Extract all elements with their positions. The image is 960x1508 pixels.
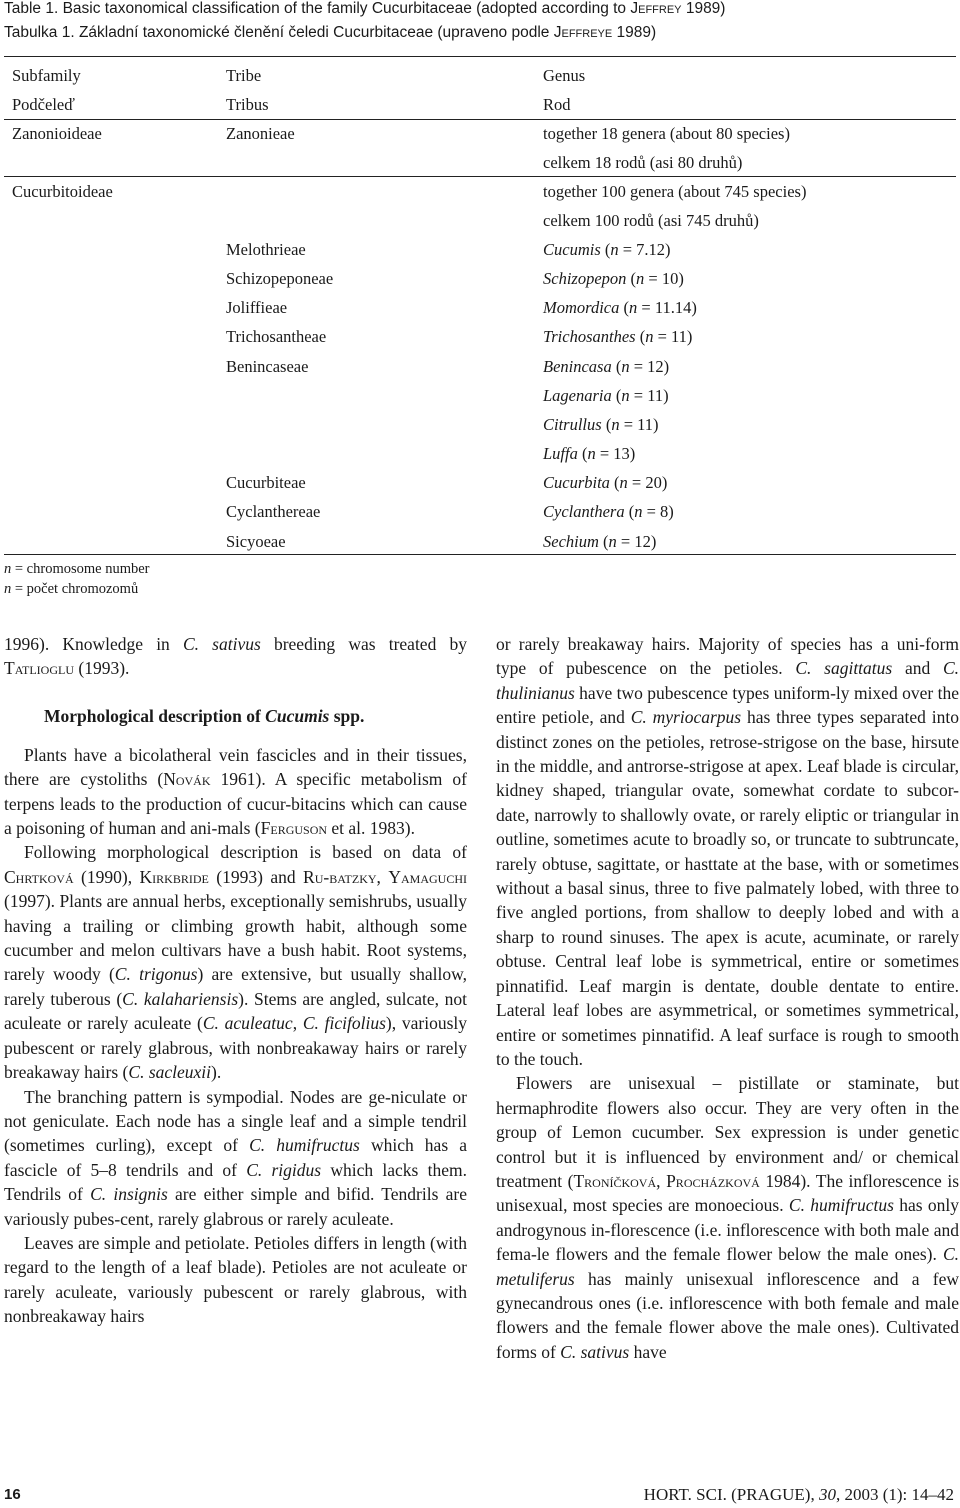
genus-cell: Cucumis (n = 7.12) [543,240,671,259]
table-row [0,265,960,294]
genus-cell: Cucurbita (n = 20) [543,473,668,493]
table-top-rule [4,56,956,57]
table-row [0,440,960,469]
table-row [0,382,960,411]
footnote-en-text: = chromosome number [11,561,150,577]
footnote-cz: n = počet chromozomů [4,581,139,597]
section-heading: Morphological description of Cucumis spp. [44,705,365,726]
tribe-cell: Melothrieae [226,240,306,259]
footnote-en: n = chromosome number [4,561,150,577]
table-bottom-rule [4,554,956,555]
genus-cell: Trichosanthes (n = 11) [543,327,693,347]
paragraph: Leaves are simple and petiolate. Petioles differs in length (with regard to the length of a leaf blade). Petioles are not aculeate or rarely aculeate, variously pubescent or rarely glabrous, with nonbreakaway hairs [4,1232,467,1327]
tribe-cell: Trichosantheae [226,327,327,347]
genus-cell: Citrullus (n = 11) [543,414,659,434]
table-row [0,411,960,440]
table-section-rule [4,176,956,177]
page-number: 16 [4,1486,21,1503]
header-rod: Rod [543,95,571,114]
header-tribus: Tribus [226,95,269,114]
paragraph: The branching pattern is sympodial. Nodes are ge-niculate or not geniculate. Each node has a single leaf and a simple tendril (sometimes curling), except of C. humifructus which has a fascicle of 5–8 tendrils and of C. rigidus which lacks them. Tendrils of C. insignis are either simple and bifid. Tendrils are variously pubes-cent, rarely glabrous or rarely aculeate. [4,1086,467,1229]
paragraph: Flowers are unisexual – pistillate or staminate, but hermaphrodite flowers also occur. They are very often in the group of Lemon cucumber. Sex expression is under genetic control but it is influenced by environment and/ or chemical treatment (Troníčková, Procházková 1984). The inflorescence is unisexual, most species are monoecious. C. humifructus has only androgynous in-florescence (i.e. inflorescence with both male and fema-le flowers and the female flower below the male ones). C. metuliferus has mainly unisexual inflorescence and a few gynecandrous ones (i.e. inflorescence with both female and male flowers and the female flower above the male ones). Cultivated forms of C. sativus have [496,1073,960,1362]
tribe-cell: Schizopeponeae [226,269,334,289]
tribe-cell: Cyclanthereae [226,502,321,522]
header-tribe: Tribe [226,66,262,85]
table-row: Cucurbitoideae together 100 genera (about 745 species) [12,182,807,201]
tribe-cell: Cucurbiteae [226,473,306,493]
tribe-cell: Sicyoeae [226,531,286,551]
genus-cell: Schizopepon (n = 10) [543,269,684,289]
footnote-cz-text: = počet chromozomů [11,581,139,597]
body-column-right [496,632,959,1364]
header-subfamily: Subfamily [12,66,81,85]
genus-cell: Cyclanthera (n = 8) [543,502,674,522]
journal-reference: HORT. SCI. (PRAGUE), 30, 2003 (1): 14–42 [643,1485,954,1504]
genus-cell: Sechium (n = 12) [543,531,657,551]
table-row: Zanonioideae Zanonieae together 18 genera (about 80 species) [12,124,790,143]
table-caption-en: Table 1. Basic taxonomical classification of the family Cucurbitaceae (adopted according to Jeffrey 1989) [4,0,726,17]
paragraph: 1996). Knowledge in C. sativus breeding was treated by Tatlioglu (1993). [4,634,467,679]
table-row [0,236,960,265]
table-row [0,528,960,557]
genus-cell: Benincasa (n = 12) [543,356,670,376]
table-row [0,353,960,382]
table-row [0,498,960,527]
genus-cell: Lagenaria (n = 11) [543,385,669,405]
table-header-row-cz [0,91,960,120]
header-podcelad: Podčeleď [12,95,75,114]
paragraph: or rarely breakaway hairs. Majority of species has a uni-form type of pubescence on the petioles. C. sagittatus and C. thulinianus have two pubescence types uniform-ly mixed over the entire petiole, and C. myriocarpus has three types separated into distinct zones on the petioles, retrose-strigose on the base, hirsute in the middle, and antrorse-strigose at apex. Leaf blade is circular, kidney shaped, triangular ovate, somewhat cordate to subcor-date, narrowly to shallowly ovate, or rarely eliptic or triangular in outline, sometimes acute to broadly so, or truncate to subtruncate, rarely obtuse, sagittate, or hasttate at the base, with or sometimes without a basal sinus, three to five palmately lobed, with three to five angled portions, from shallow to deeply lobed and with a sharp to round sinuses. The apex is acute, acuminate, or rarely obtuse. Central leaf lobe is symmetrical, entire or sometimes pinnatifid. Leaf margin is dentate, double dentate to entire. Lateral leaf lobes are asymmetrical, or sometimes symmetrical, entire or sometimes pinnatifid. A leaf surface is rough to smooth to the touch. [496,634,959,1069]
paragraph: Following morphological description is based on data of Chrtková (1990), Kirkbride (1993) and Ru-batzky, Yamaguchi (1997). Plants are annual herbs, exceptionally semishrubs, usually having a trailing or climbing growth habit, although some cucumber and melon cultivars have a bush habit. Root systems, rarely woody (C. trigonus) are extensive, but usually shallow, rarely tuberous (C. kalahariensis). Stems are angled, sulcate, not aculeate or rarely aculeate (C. aculeatuc, C. ficifolius), variously pubescent or rarely glabrous, with nonbreakaway hairs or rarely breakaway hairs (C. sacleuxii). [4,842,467,1083]
header-genus: Genus [543,66,586,85]
table-footnotes [4,559,150,599]
table-row: celkem 100 rodů (asi 745 druhů) [543,211,759,230]
table-row [0,469,960,498]
genus-cell: Momordica (n = 11.14) [543,298,697,318]
tribe-cell: Joliffieae [226,298,288,318]
body-column-left [4,632,467,1329]
genus-cell: Luffa (n = 13) [543,444,636,464]
table-row [0,323,960,352]
table-row [0,294,960,323]
table-header-row-en [0,62,960,91]
table-caption-cz: Tabulka 1. Základní taxonomické členění čeledi Cucurbitaceae (upraveno podle Jeffreye 1989) [4,24,657,41]
table-row: celkem 18 rodů (asi 80 druhů) [543,153,743,172]
paragraph: Plants have a bicolatheral vein fascicles and in their tissues, there are cystoliths (Novák 1961). A specific metabolism of terpens leads to the production of cucur-bitacins which can cause a poisoning of human and ani-mals (Ferguson et al. 1983). [4,744,467,839]
tribe-cell: Benincaseae [226,356,309,376]
